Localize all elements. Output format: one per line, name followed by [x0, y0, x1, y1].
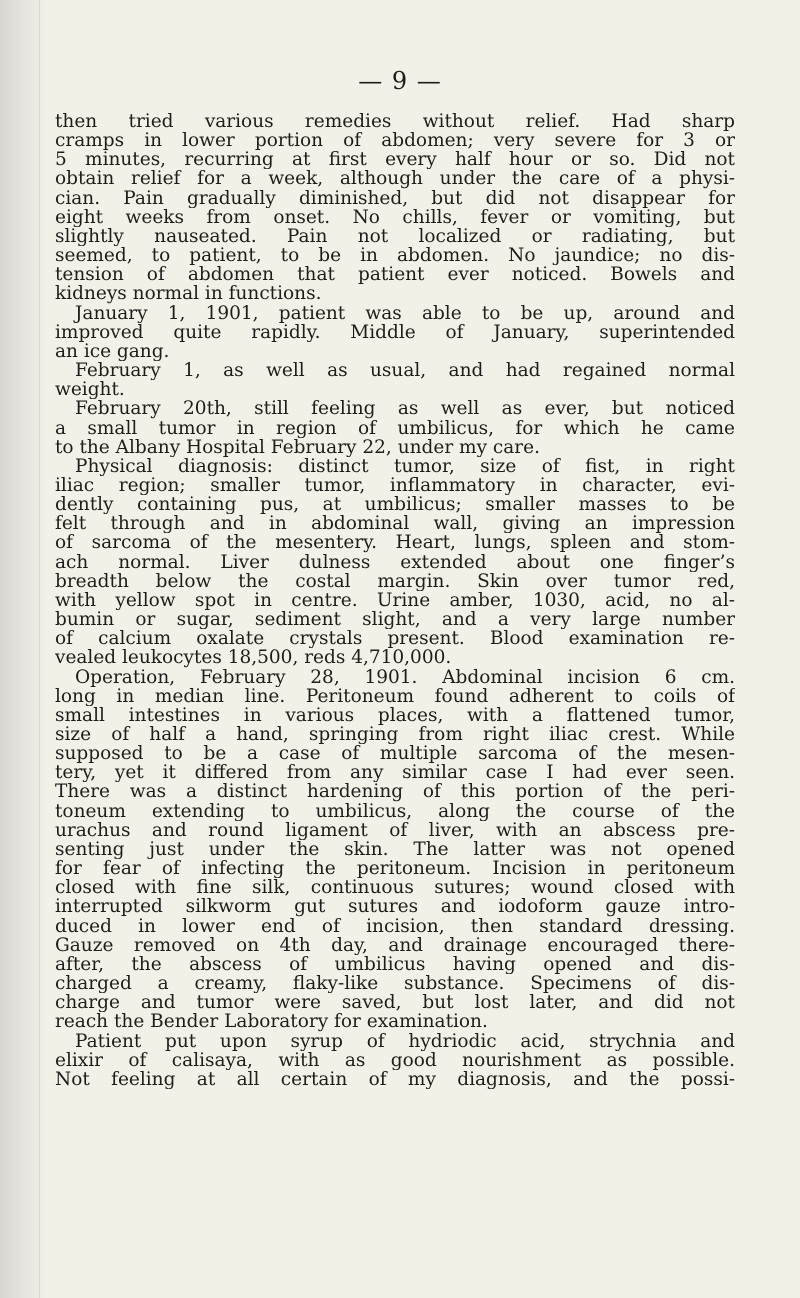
text-line: 5 minutes, recurring at first every half hour or so. Did not: [55, 150, 735, 170]
text-line: long in median line. Peritoneum found adherent to coils of: [55, 686, 735, 706]
text-line: February 1, as well as usual, and had regained normal: [75, 361, 735, 381]
text-line: Gauze removed on 4th day, and drainage encouraged there-: [55, 935, 735, 955]
text-line: a small tumor in region of umbilicus, for which he came: [55, 418, 735, 438]
text-line: obtain relief for a week, although under the care of a physi-: [55, 169, 735, 189]
text-line: interrupted silkworm gut sutures and iodoform gauze intro-: [55, 897, 735, 917]
text-line: cramps in lower portion of abdomen; very severe for 3 or: [55, 131, 735, 151]
text-line: breadth below the costal margin. Skin over tumor red,: [55, 571, 735, 591]
text-line: with yellow spot in centre. Urine amber, 1030, acid, no al-: [55, 590, 735, 611]
text-line: small intestines in various places, with a flattened tumor,: [55, 705, 735, 725]
page-number: — 9 —: [358, 67, 442, 95]
text-line: dently containing pus, at umbilicus; smaller masses to be: [55, 495, 735, 515]
text-line: toneum extending to umbilicus, along the course of the: [55, 801, 735, 821]
text-line: weight.: [55, 380, 125, 400]
text-line: after, the abscess of umbilicus having opened and dis-: [55, 954, 735, 975]
text-line: vealed leukocytes 18,500, reds 4,710,000.: [55, 648, 452, 668]
text-line: urachus and round ligament of liver, with an abscess pre-: [55, 820, 735, 840]
text-line: for fear of infecting the peritoneum. Incision in peritoneum: [55, 859, 735, 879]
text-line: elixir of calisaya, with as good nourishment as possible.: [55, 1050, 735, 1070]
text-line: Patient put upon syrup of hydriodic acid, strychnia and: [75, 1031, 735, 1051]
text-line: February 20th, still feeling as well as ever, but noticed: [75, 399, 735, 419]
text-line: felt through and in abdominal wall, giving an impression: [55, 514, 735, 534]
text-line: cian. Pain gradually diminished, but did not disappear for: [55, 188, 735, 208]
text-line: an ice gang.: [55, 341, 170, 362]
text-line: Physical diagnosis: distinct tumor, size of fist, in right: [75, 456, 735, 476]
text-line: Not feeling at all certain of my diagnosis, and the possi-: [55, 1069, 735, 1089]
text-line: seemed, to patient, to be in abdomen. No jaundice; no dis-: [55, 246, 735, 266]
text-line: improved quite rapidly. Middle of January, superintended: [55, 322, 735, 342]
text-line: senting just under the skin. The latter was not opened: [55, 839, 735, 860]
text-line: tery, yet it differed from any similar case I had ever seen.: [55, 763, 735, 783]
text-line: charged a creamy, flaky-like substance. Specimens of dis-: [55, 974, 735, 994]
text-line: There was a distinct hardening of this portion of the peri-: [55, 782, 735, 802]
text-line: tension of abdomen that patient ever noticed. Bowels and: [55, 265, 735, 285]
body-text: [55, 112, 735, 1089]
text-line: duced in lower end of incision, then standard dressing.: [55, 916, 735, 936]
text-line: ach normal. Liver dulness extended about one finger’s: [55, 552, 735, 572]
text-line: charge and tumor were saved, but lost later, and did not: [55, 993, 735, 1013]
text-line: supposed to be a case of multiple sarcoma of the mesen-: [55, 744, 735, 764]
text-line: slightly nauseated. Pain not localized or radiating, but: [55, 226, 735, 247]
text-line: then tried various remedies without relief. Had sharp: [55, 112, 735, 132]
text-line: bumin or sugar, sediment slight, and a very large number: [55, 610, 735, 630]
text-line: January 1, 1901, patient was able to be up, around and: [75, 303, 735, 323]
text-line: closed with fine silk, continuous sutures; wound closed with: [55, 878, 735, 898]
text-line: size of half a hand, springing from right iliac crest. While: [55, 725, 735, 745]
text-line: of calcium oxalate crystals present. Blood examination re-: [55, 629, 735, 649]
text-line: kidneys normal in functions.: [55, 284, 322, 304]
text-line: eight weeks from onset. No chills, fever or vomiting, but: [55, 207, 735, 227]
text-line: iliac region; smaller tumor, inflammatory in character, evi-: [55, 475, 735, 496]
text-line: of sarcoma of the mesentery. Heart, lungs, spleen and stom-: [55, 533, 735, 553]
text-line: Operation, February 28, 1901. Abdominal incision 6 cm.: [75, 667, 735, 687]
page-edge-shadow: [0, 0, 46, 1298]
text-line: reach the Bender Laboratory for examination.: [55, 1012, 488, 1032]
text-line: to the Albany Hospital February 22, under my care.: [55, 437, 540, 457]
